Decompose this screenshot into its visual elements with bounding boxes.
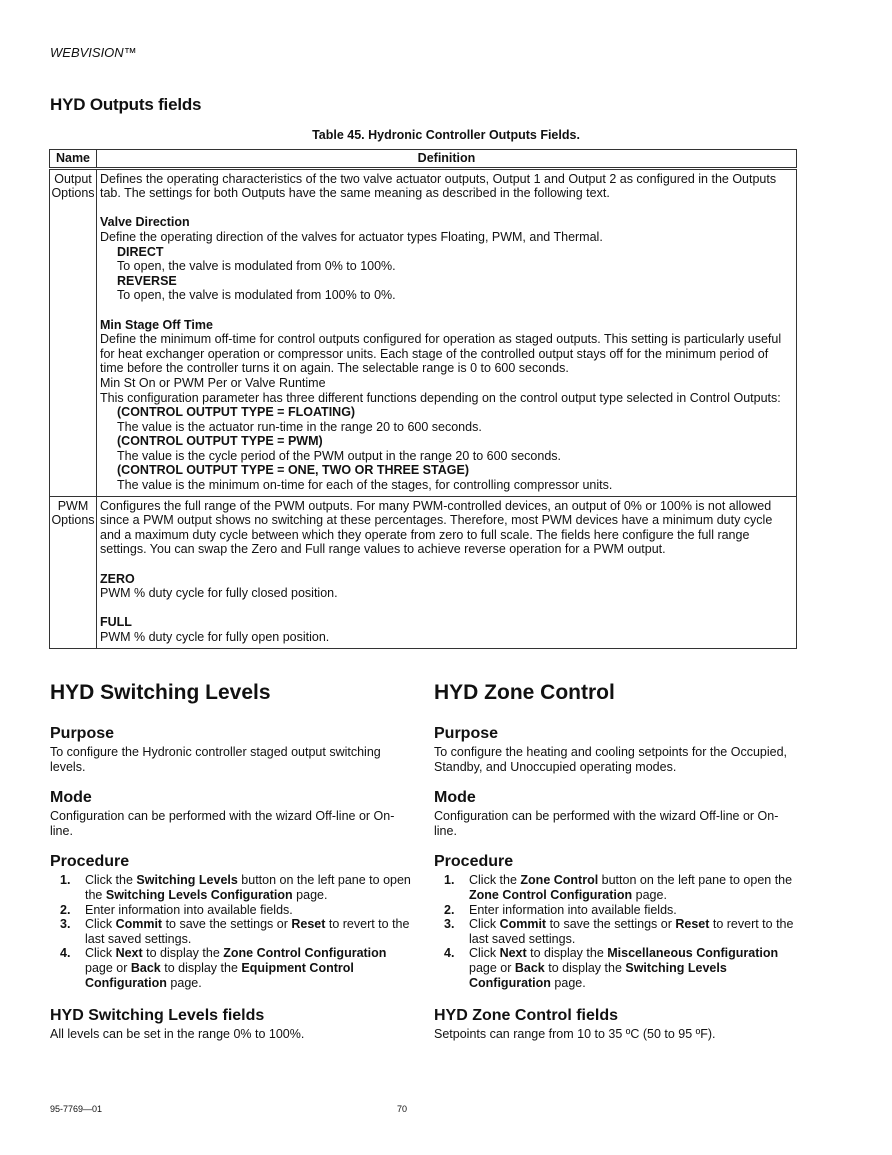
definition-line: Min Stage Off Time	[100, 317, 213, 332]
step-text: Click	[85, 946, 116, 961]
header-name: Name	[50, 150, 97, 169]
row-name-line: Options	[51, 513, 95, 528]
step-text: page or	[469, 960, 515, 975]
definition-line: FULL	[100, 615, 132, 630]
mode-text: Configuration can be performed with the wizard Off-line or On-line.	[434, 809, 779, 838]
definition-line: The value is the actuator run-time in the range 20 to 600 seconds.	[117, 419, 482, 434]
step-text: page.	[550, 975, 586, 990]
definition-line: This configuration parameter has three different functions depending on the control output type selected in Control Outputs:	[100, 390, 781, 405]
step-text: page or	[85, 960, 131, 975]
step-text: to display the	[544, 960, 626, 975]
procedure-step	[50, 873, 415, 902]
row-name-line: PWM	[57, 498, 89, 513]
fields-text: All levels can be set in the range 0% to 100%.	[50, 1027, 305, 1042]
row-name-line: Options	[51, 186, 95, 201]
step-number: 4.	[444, 946, 455, 961]
mode-text: Configuration can be performed with the wizard Off-line or On-line.	[50, 809, 395, 838]
step-text: Click the	[469, 873, 521, 888]
definition-line: Min St On or PWM Per or Valve Runtime	[100, 375, 326, 390]
paragraph-gap	[100, 601, 793, 616]
step-emphasis: Commit	[115, 917, 163, 932]
definition-line: (CONTROL OUTPUT TYPE = PWM)	[117, 434, 323, 449]
step-number: 4.	[60, 946, 71, 961]
step-emphasis: Switching Levels Configuration	[105, 887, 293, 902]
fields-heading: HYD Zone Control fields	[434, 1007, 618, 1025]
procedure-heading: Procedure	[50, 853, 130, 871]
header-definition: Definition	[97, 150, 797, 169]
step-text: page.	[292, 887, 328, 902]
purpose-heading: Purpose	[434, 725, 499, 742]
procedure-step	[50, 903, 415, 918]
mode-heading: Mode	[434, 789, 476, 807]
step-number: 3.	[444, 917, 455, 932]
definition-line: REVERSE	[117, 273, 177, 288]
purpose-heading: Purpose	[50, 725, 115, 742]
row-name-cell	[50, 496, 97, 648]
step-text: to revert to the last saved settings.	[469, 917, 794, 946]
step-emphasis: Zone Control Configuration	[223, 946, 387, 961]
purpose-text: To configure the heating and cooling setpoints for the Occupied, Standby, and Unoccupied operating modes.	[434, 745, 788, 774]
step-number: 1.	[60, 873, 71, 888]
zone-control-column	[434, 680, 799, 1056]
step-emphasis: Next	[499, 946, 527, 961]
step-text: button on the left pane to open the	[85, 873, 411, 902]
step-emphasis: Reset	[291, 917, 326, 932]
step-text: Click	[469, 917, 500, 932]
step-text: to display the	[160, 960, 242, 975]
row-definition-cell	[97, 496, 797, 648]
step-emphasis: Zone Control	[520, 873, 599, 888]
step-number: 2.	[60, 902, 71, 917]
step-emphasis: Switching Levels	[136, 873, 238, 888]
table-row	[50, 496, 797, 648]
definition-line: The value is the cycle period of the PWM output in the range 20 to 600 seconds.	[117, 448, 562, 463]
procedure-step	[434, 946, 799, 990]
step-text: Enter information into available fields.	[469, 902, 677, 917]
step-text: to display the	[526, 946, 608, 961]
definition-line: PWM % duty cycle for fully open position.	[100, 630, 330, 644]
definition-line: ZERO	[100, 571, 135, 586]
step-number: 1.	[444, 873, 455, 888]
definition-line: Configures the full range of the PWM outputs. For many PWM-controlled devices, an output of 0% or 100% is not allowed since a PWM output shows no switching at these percentages. Therefore, most PWM devices have a minimum duty cycle and a maximum duty cycle between which they operate from zero to full scale. The fields here configure the full range settings. You can swap the Zero and Full range values to achieve reverse operation for a PWM output.	[100, 498, 773, 557]
mode-heading: Mode	[50, 789, 92, 807]
definition-line: Defines the operating characteristics of the two valve actuator outputs, Output 1 and Output 2 as configured in the Outputs tab. The settings for both Outputs have the same meaning as described in the following text.	[100, 171, 777, 201]
definition-line: PWM % duty cycle for fully closed position.	[100, 586, 338, 601]
definition-line: (CONTROL OUTPUT TYPE = ONE, TWO OR THREE STAGE)	[117, 463, 469, 478]
step-text: page.	[632, 887, 667, 902]
procedure-steps	[434, 873, 799, 990]
definition-line: The value is the minimum on-time for each of the stages, for controlling compressor units.	[117, 478, 613, 493]
definition-line: Define the operating direction of the valves for actuator types Floating, PWM, and Thermal.	[100, 229, 603, 244]
definition-line: (CONTROL OUTPUT TYPE = FLOATING)	[117, 405, 356, 420]
purpose-text: To configure the Hydronic controller staged output switching levels.	[50, 745, 381, 774]
procedure-step	[434, 873, 799, 902]
step-text: to save the settings or	[546, 917, 676, 932]
procedure-step	[434, 903, 799, 918]
definition-line: Valve Direction	[100, 215, 190, 230]
step-text: Enter information into available fields.	[85, 902, 293, 917]
paragraph-gap	[100, 557, 793, 572]
procedure-step	[434, 917, 799, 946]
fields-heading: HYD Switching Levels fields	[50, 1007, 265, 1025]
procedure-steps	[50, 873, 415, 990]
definition-line: To open, the valve is modulated from 100% to 0%.	[117, 288, 396, 303]
switching-levels-column	[50, 680, 415, 1056]
paragraph-gap	[100, 201, 793, 216]
outputs-fields-table	[49, 149, 797, 649]
running-header: WEBVISION™	[50, 45, 137, 60]
definition-line: Define the minimum off-time for control outputs configured for operation as staged outputs. This setting is particularly useful for heat exchanger operation or compressor units. Each stage of the controlled output stays off for the minimum period of time before the controller turns it on again. The selectable range is 0 to 600 seconds.	[100, 332, 782, 376]
table-body	[50, 168, 797, 648]
step-text: to display the	[142, 946, 224, 961]
step-emphasis: Back	[514, 960, 545, 975]
procedure-step	[50, 946, 415, 990]
step-number: 2.	[444, 902, 455, 917]
definition-line: DIRECT	[117, 244, 164, 259]
table-caption: Table 45. Hydronic Controller Outputs Fields.	[312, 128, 580, 142]
row-name-line: Output	[54, 171, 92, 186]
step-number: 3.	[60, 917, 71, 932]
step-text: Click	[85, 917, 116, 932]
step-emphasis: Switching Levels Configuration	[469, 960, 727, 990]
section-title: HYD Outputs fields	[50, 95, 202, 114]
step-emphasis: Zone Control Configuration	[469, 887, 633, 902]
step-text: button on the left pane to open the	[598, 873, 793, 888]
procedure-heading: Procedure	[434, 853, 514, 871]
step-text: Click	[469, 946, 500, 961]
doc-number: 95-7769—01	[50, 1104, 103, 1114]
step-emphasis: Next	[115, 946, 143, 961]
paragraph-gap	[100, 303, 793, 318]
switching-levels-title: HYD Switching Levels	[50, 681, 271, 704]
step-text: Click the	[85, 873, 137, 888]
fields-text: Setpoints can range from 10 to 35 ºC (50 to 95 ºF).	[434, 1027, 716, 1042]
table-row	[50, 168, 797, 496]
definition-line: To open, the valve is modulated from 0% to 100%.	[117, 259, 396, 274]
step-emphasis: Reset	[675, 917, 710, 932]
page-number: 70	[397, 1104, 408, 1114]
procedure-step	[50, 917, 415, 946]
step-emphasis: Miscellaneous Configuration	[607, 946, 779, 961]
zone-control-title: HYD Zone Control	[434, 681, 615, 704]
row-name-cell	[50, 168, 97, 496]
step-emphasis: Commit	[499, 917, 547, 932]
step-text: to revert to the last saved settings.	[85, 917, 410, 946]
step-text: page.	[166, 975, 202, 990]
step-text: to save the settings or	[162, 917, 292, 932]
row-definition-cell	[97, 168, 797, 496]
step-emphasis: Back	[130, 960, 161, 975]
step-emphasis: Equipment Control Configuration	[85, 960, 354, 990]
